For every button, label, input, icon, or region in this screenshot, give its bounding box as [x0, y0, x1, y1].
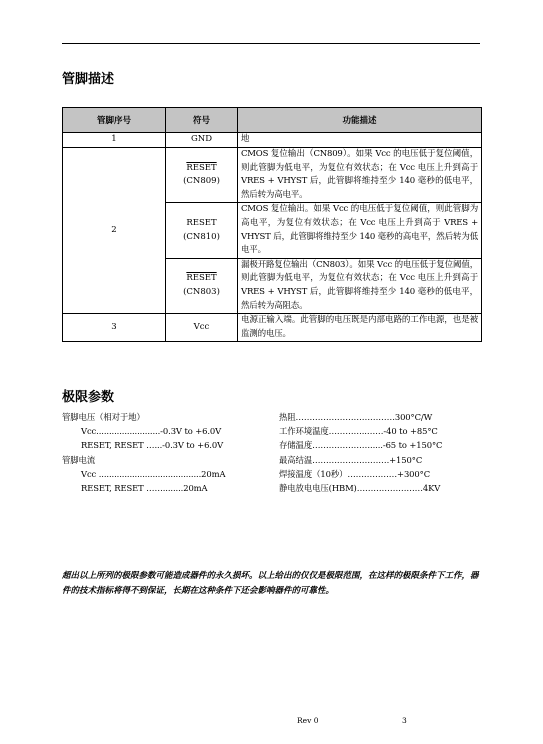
- pin-description: 地: [238, 133, 482, 148]
- section-title-pin-description: 管脚描述: [62, 72, 115, 87]
- limit-item: 静电放电电压(HBM)……………………4KV: [279, 482, 441, 493]
- header-symbol: 符号: [166, 108, 238, 133]
- pin-symbol: RESET: [186, 217, 217, 228]
- section-title-absolute-maximum-ratings: 极限参数: [62, 390, 115, 405]
- table-row: [63, 148, 482, 203]
- top-rule: [62, 43, 480, 44]
- pin-symbol-cell: [166, 148, 238, 203]
- limit-item: 最高结温……………………….+150°C: [279, 454, 423, 465]
- limit-item: 工作环境温度…………..……-40 to +85°C: [279, 426, 438, 437]
- pin-symbol-part: (CN810): [183, 231, 220, 242]
- pin-symbol: Vcc: [166, 314, 238, 342]
- pin-symbol-cell: [166, 258, 238, 313]
- limit-item: 焊接温度（10秒）………………+300°C: [279, 468, 431, 479]
- revision-label: Rev 0: [297, 716, 319, 725]
- pin-symbol: GND: [166, 133, 238, 148]
- pin-symbol: RESET: [186, 162, 217, 173]
- pin-symbol: RESET: [186, 273, 217, 284]
- limit-item: 热阻………………………………300°C/W: [279, 412, 433, 422]
- pin-number: 1: [63, 133, 166, 148]
- page-number: 3: [402, 716, 407, 725]
- table-row: [63, 133, 482, 148]
- table-row: [63, 314, 482, 342]
- pin-description: 电源正输入端。此管脚的电压既是内部电路的工作电源，也是被监测的电压。: [238, 314, 482, 342]
- pin-number: 2: [63, 148, 166, 314]
- header-function: 功能描述: [238, 108, 482, 133]
- pin-symbol-part: (CN809): [183, 176, 220, 187]
- limits-warning-note: 超出以上所列的极限参数可能造成器件的永久损坏。以上给出的仅仅是极限范围，在这样的极限条件下工作，器件的技术指标将得不到保证，长期在这种条件下还会影响器件的可靠性。: [62, 571, 479, 596]
- limit-item: 管脚电流: [62, 454, 96, 465]
- pin-symbol-part: (CN803): [183, 286, 220, 297]
- limit-item: 存储温度………………….....-65 to +150°C: [279, 440, 443, 451]
- header-pin-number: 管脚序号: [63, 108, 166, 133]
- pin-number: 3: [63, 314, 166, 342]
- pin-description: 漏极开路复位输出（CN803）。如果 Vcc 的电压低于复位阈值，则此管脚为低电平，为复位有效状态；在 Vcc 电压上升到高于 VRES + VHYST 后，此管脚将维持至少 140 毫秒的低电平，然后转为高阻态。: [238, 258, 482, 313]
- limits-right-column: [279, 410, 442, 495]
- pin-description: CMOS 复位输出（CN809）。如果 Vcc 的电压低于复位阈值，则此管脚为低电平，为复位有效状态；在 Vcc 电压上升到高于 VRES + VHYST 后，此管脚将维持至少 140 毫秒的低电平，然后转为高电平。: [238, 148, 482, 203]
- table-header-row: [63, 108, 482, 133]
- limit-item: Vcc ........................................20mA: [81, 468, 226, 479]
- limit-item: 管脚电压（相对于地）: [62, 412, 145, 422]
- pin-symbol-cell: [166, 203, 238, 258]
- limit-item: Vcc.........................-0.3V to +6.0V: [81, 426, 222, 437]
- pin-description-table: [62, 107, 482, 342]
- limits-left-column: [62, 410, 225, 495]
- limit-item: RESET, RESET ……........20mA: [81, 482, 208, 493]
- pin-description: CMOS 复位输出。如果 Vcc 的电压低于复位阈值，则此管脚为高电平，为复位有效状态；在 Vcc 电压上升到高于 VRES + VHYST 后，此管脚将维持至少 140 毫秒的高电平，然后转为低电平。: [238, 203, 482, 258]
- limit-item: RESET, RESET …...-0.3V to +6.0V: [81, 440, 224, 451]
